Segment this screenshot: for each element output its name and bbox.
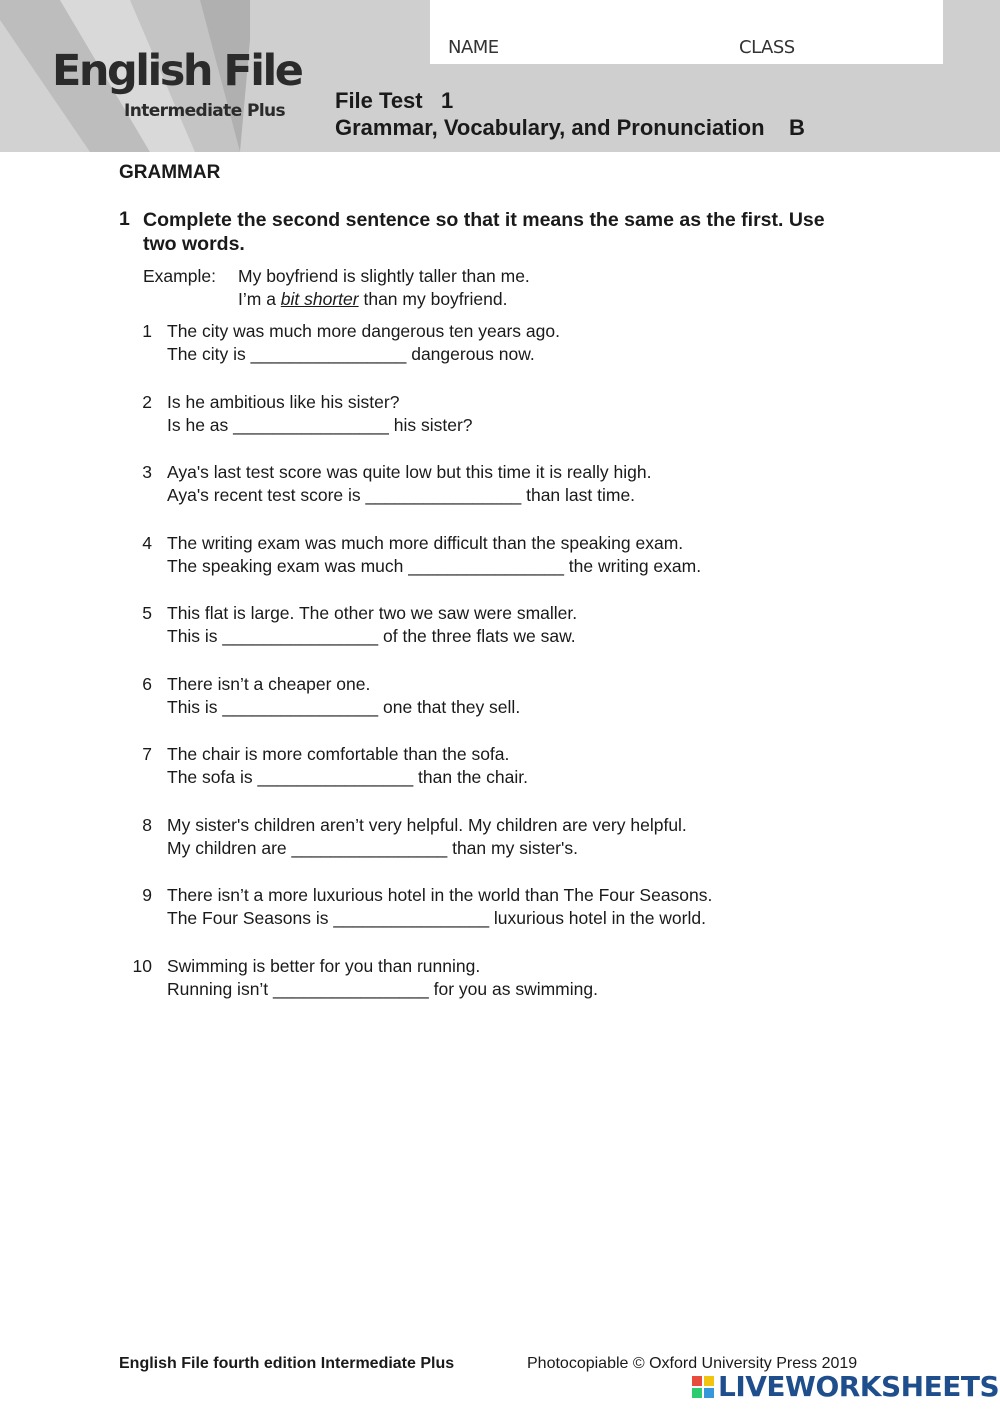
question-number: 1 [119,208,130,230]
item-rewrite-sentence: This is ________________ one that they sell. [167,697,521,717]
logo-square [692,1388,702,1398]
liveworksheets-mark [692,1376,714,1398]
footer-edition: English File fourth edition Intermediate Plus [119,1355,455,1372]
test-title: File Test 1 [335,88,454,113]
footer-copyright: Photocopiable © Oxford University Press 2019 [527,1355,858,1372]
item-number: 3 [142,462,152,482]
item-original-sentence: My sister's children aren’t very helpful. My children are very helpful. [167,815,687,835]
item-number: 1 [142,321,152,341]
item-original-sentence: The city was much more dangerous ten years ago. [167,321,560,341]
item-number: 7 [142,744,152,764]
item-original-sentence: There isn’t a more luxurious hotel in the world than The Four Seasons. [167,885,713,905]
class-label: CLASS [739,37,795,58]
item-rewrite-sentence: Is he as ________________ his sister? [167,415,473,435]
name-label: NAME [448,37,499,58]
example-suffix: than my boyfriend. [358,289,508,309]
brand-logo-subtitle: Intermediate Plus [124,101,286,121]
example-sentence: My boyfriend is slightly taller than me. [238,266,530,286]
logo-square [704,1376,714,1386]
item-rewrite-sentence: Running isn’t ________________ for you as swimming. [167,979,598,999]
item-rewrite-sentence: The speaking exam was much ________________ the writing exam. [167,556,702,576]
item-rewrite-sentence: The sofa is ________________ than the chair. [167,767,528,787]
item-original-sentence: This flat is large. The other two we saw were smaller. [167,603,578,623]
item-rewrite-sentence: The Four Seasons is ________________ luxurious hotel in the world. [167,908,706,928]
item-rewrite-sentence: My children are ________________ than my sister's. [167,838,578,858]
example-answer-line [238,289,507,310]
item-rewrite-sentence: Aya's recent test score is ________________ than last time. [167,485,636,505]
logo-square [704,1388,714,1398]
item-number: 8 [142,815,152,835]
item-number: 2 [142,392,152,412]
item-original-sentence: The writing exam was much more difficult than the speaking exam. [167,533,684,553]
item-original-sentence: Is he ambitious like his sister? [167,392,400,412]
example-prefix: I’m a [238,289,281,309]
item-original-sentence: There isn’t a cheaper one. [167,674,371,694]
item-rewrite-sentence: The city is ________________ dangerous now. [167,344,535,364]
item-number: 6 [142,674,152,694]
item-original-sentence: Swimming is better for you than running. [167,956,481,976]
page-header [0,0,1000,152]
item-rewrite-sentence: This is ________________ of the three flats we saw. [167,626,576,646]
section-heading: GRAMMAR [119,162,221,183]
item-number: 4 [142,533,152,553]
example-answer: bit shorter [280,289,359,309]
example-label: Example: [143,266,216,286]
item-original-sentence: The chair is more comfortable than the sofa. [167,744,510,764]
question-instruction: Complete the second sentence so that it means the same as the first. Use two words. [143,209,825,255]
logo-square [692,1376,702,1386]
liveworksheets-text: LIVEWORKSHEETS [718,1370,1000,1403]
brand-logo-title: English File [52,46,302,96]
liveworksheets-logo [692,1372,999,1402]
item-number: 10 [132,956,152,976]
item-number: 5 [142,603,152,623]
item-original-sentence: Aya's last test score was quite low but this time it is really high. [167,462,652,482]
name-class-box [430,0,943,64]
test-subtitle: Grammar, Vocabulary, and Pronunciation B [335,115,805,140]
item-number: 9 [142,885,152,905]
